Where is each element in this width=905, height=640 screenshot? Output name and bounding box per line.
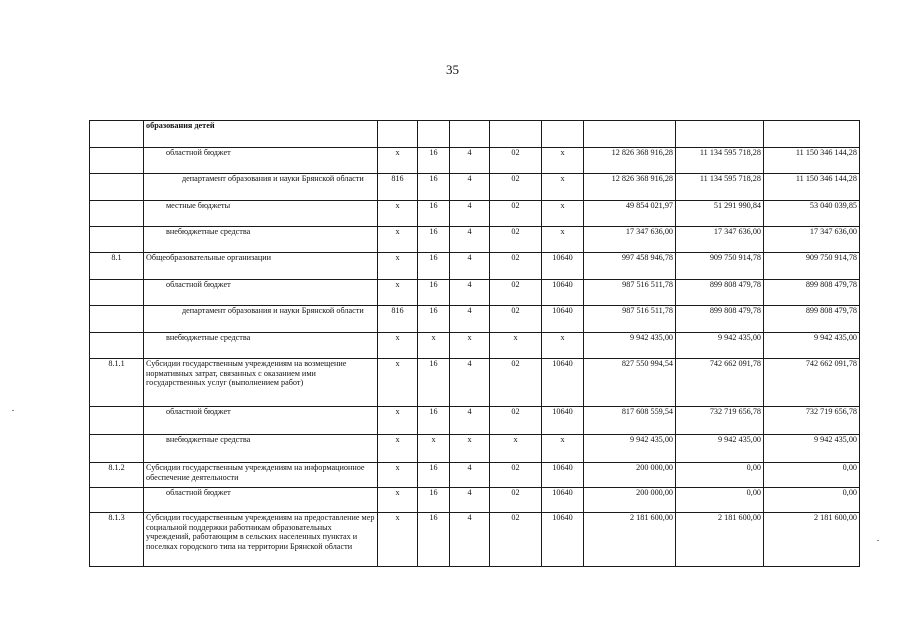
amount-year-3: 732 719 656,78: [764, 407, 860, 435]
amount-year-2: 0,00: [676, 463, 764, 488]
amount-year-2: 11 134 595 718,28: [676, 174, 764, 201]
table-row: [90, 121, 860, 148]
code-gr3: 4: [450, 488, 490, 513]
code-gr3: 4: [450, 407, 490, 435]
amount-year-2: 732 719 656,78: [676, 407, 764, 435]
table-row: [90, 201, 860, 227]
row-number: [90, 435, 144, 463]
code-gr4: 02: [490, 227, 542, 253]
code-gr4: 02: [490, 174, 542, 201]
code-gr3: 4: [450, 280, 490, 306]
amount-year-1: 9 942 435,00: [584, 333, 676, 359]
code-gr2: 16: [418, 201, 450, 227]
row-number: [90, 174, 144, 201]
code-gr1: х: [378, 359, 418, 407]
code-gr3: 4: [450, 359, 490, 407]
code-gr2: 16: [418, 359, 450, 407]
code-gr5: 10640: [542, 407, 584, 435]
table-row: [90, 280, 860, 306]
code-gr3: 4: [450, 463, 490, 488]
code-gr3: х: [450, 333, 490, 359]
code-gr2: 16: [418, 174, 450, 201]
code-gr2: 16: [418, 253, 450, 280]
amount-year-3: 9 942 435,00: [764, 435, 860, 463]
code-gr2: 16: [418, 148, 450, 174]
row-description: областной бюджет: [144, 488, 378, 513]
amount-year-2: 17 347 636,00: [676, 227, 764, 253]
amount-year-1: 9 942 435,00: [584, 435, 676, 463]
code-gr1: [378, 121, 418, 148]
code-gr5: х: [542, 227, 584, 253]
table-row: [90, 513, 860, 567]
row-description: Субсидии государственным учреждениям на информационное обеспечение деятельности: [144, 463, 378, 488]
code-gr4: 02: [490, 201, 542, 227]
code-gr5: 10640: [542, 463, 584, 488]
amount-year-3: 9 942 435,00: [764, 333, 860, 359]
code-gr4: 02: [490, 253, 542, 280]
code-gr1: 816: [378, 174, 418, 201]
budget-table: [89, 120, 860, 567]
code-gr5: 10640: [542, 280, 584, 306]
row-description: образования детей: [144, 121, 378, 148]
amount-year-3: 11 150 346 144,28: [764, 148, 860, 174]
amount-year-3: 11 150 346 144,28: [764, 174, 860, 201]
amount-year-3: [764, 121, 860, 148]
code-gr4: 02: [490, 359, 542, 407]
code-gr5: 10640: [542, 359, 584, 407]
code-gr5: 10640: [542, 253, 584, 280]
amount-year-2: 909 750 914,78: [676, 253, 764, 280]
code-gr1: 816: [378, 306, 418, 333]
amount-year-2: 899 808 479,78: [676, 306, 764, 333]
table-row: [90, 148, 860, 174]
row-number: [90, 407, 144, 435]
code-gr5: х: [542, 435, 584, 463]
row-description: местные бюджеты: [144, 201, 378, 227]
table-row: [90, 359, 860, 407]
code-gr3: 4: [450, 227, 490, 253]
amount-year-1: 2 181 600,00: [584, 513, 676, 567]
code-gr4: х: [490, 333, 542, 359]
code-gr1: х: [378, 201, 418, 227]
row-description: внебюджетные средства: [144, 435, 378, 463]
amount-year-1: 827 550 994,54: [584, 359, 676, 407]
code-gr4: [490, 121, 542, 148]
amount-year-2: 899 808 479,78: [676, 280, 764, 306]
code-gr1: х: [378, 488, 418, 513]
code-gr4: 02: [490, 488, 542, 513]
code-gr2: х: [418, 435, 450, 463]
amount-year-3: 17 347 636,00: [764, 227, 860, 253]
row-number: [90, 306, 144, 333]
code-gr5: х: [542, 333, 584, 359]
table-row: [90, 306, 860, 333]
amount-year-1: 987 516 511,78: [584, 306, 676, 333]
amount-year-2: 11 134 595 718,28: [676, 148, 764, 174]
amount-year-2: 9 942 435,00: [676, 435, 764, 463]
code-gr5: [542, 121, 584, 148]
row-number: [90, 333, 144, 359]
row-description: внебюджетные средства: [144, 227, 378, 253]
amount-year-3: 2 181 600,00: [764, 513, 860, 567]
code-gr4: 02: [490, 463, 542, 488]
code-gr1: х: [378, 333, 418, 359]
amount-year-2: 0,00: [676, 488, 764, 513]
code-gr1: х: [378, 463, 418, 488]
amount-year-3: 742 662 091,78: [764, 359, 860, 407]
row-description: областной бюджет: [144, 407, 378, 435]
row-description: департамент образования и науки Брянской области: [144, 174, 378, 201]
code-gr1: х: [378, 148, 418, 174]
code-gr1: х: [378, 227, 418, 253]
row-number: 8.1: [90, 253, 144, 280]
code-gr4: 02: [490, 513, 542, 567]
scan-speck: [877, 540, 879, 541]
code-gr3: 4: [450, 253, 490, 280]
code-gr3: 4: [450, 148, 490, 174]
table-row: [90, 435, 860, 463]
code-gr4: 02: [490, 148, 542, 174]
code-gr2: х: [418, 333, 450, 359]
code-gr2: 16: [418, 227, 450, 253]
code-gr3: 4: [450, 201, 490, 227]
code-gr2: 16: [418, 280, 450, 306]
amount-year-3: 909 750 914,78: [764, 253, 860, 280]
amount-year-2: 2 181 600,00: [676, 513, 764, 567]
code-gr2: 16: [418, 306, 450, 333]
row-description: Общеобразовательные организации: [144, 253, 378, 280]
row-number: [90, 488, 144, 513]
row-number: [90, 148, 144, 174]
table-row: [90, 333, 860, 359]
amount-year-1: 17 347 636,00: [584, 227, 676, 253]
row-number: 8.1.3: [90, 513, 144, 567]
amount-year-3: 899 808 479,78: [764, 280, 860, 306]
row-description: Субсидии государственным учреждениям на предоставление мер социальной поддержки работникам образовательных учреждений, работающим в сельских населенных пунктах и поселках городского типа на территории Брянской области: [144, 513, 378, 567]
code-gr5: 10640: [542, 488, 584, 513]
amount-year-3: 0,00: [764, 463, 860, 488]
code-gr2: 16: [418, 463, 450, 488]
code-gr3: [450, 121, 490, 148]
code-gr1: х: [378, 513, 418, 567]
code-gr4: 02: [490, 280, 542, 306]
table-row: [90, 488, 860, 513]
code-gr4: х: [490, 435, 542, 463]
code-gr5: 10640: [542, 306, 584, 333]
table-row: [90, 174, 860, 201]
row-description: Субсидии государственным учреждениям на возмещение нормативных затрат, связанных с оказанием ими государственных услуг (выполнением работ): [144, 359, 378, 407]
amount-year-1: [584, 121, 676, 148]
amount-year-2: [676, 121, 764, 148]
row-number: 8.1.1: [90, 359, 144, 407]
table-row: [90, 227, 860, 253]
row-number: 8.1.2: [90, 463, 144, 488]
amount-year-1: 12 826 368 916,28: [584, 148, 676, 174]
code-gr2: 16: [418, 488, 450, 513]
code-gr2: [418, 121, 450, 148]
row-description: внебюджетные средства: [144, 333, 378, 359]
amount-year-2: 742 662 091,78: [676, 359, 764, 407]
code-gr3: 4: [450, 513, 490, 567]
code-gr5: х: [542, 201, 584, 227]
code-gr3: 4: [450, 306, 490, 333]
amount-year-3: 899 808 479,78: [764, 306, 860, 333]
row-number: [90, 201, 144, 227]
row-description: департамент образования и науки Брянской области: [144, 306, 378, 333]
row-description: областной бюджет: [144, 280, 378, 306]
amount-year-1: 200 000,00: [584, 488, 676, 513]
code-gr1: х: [378, 435, 418, 463]
amount-year-2: 51 291 990,84: [676, 201, 764, 227]
amount-year-3: 53 040 039,85: [764, 201, 860, 227]
code-gr3: 4: [450, 174, 490, 201]
code-gr2: 16: [418, 407, 450, 435]
code-gr1: х: [378, 407, 418, 435]
amount-year-3: 0,00: [764, 488, 860, 513]
code-gr4: 02: [490, 407, 542, 435]
code-gr3: х: [450, 435, 490, 463]
amount-year-1: 12 826 368 916,28: [584, 174, 676, 201]
code-gr4: 02: [490, 306, 542, 333]
amount-year-1: 817 608 559,54: [584, 407, 676, 435]
code-gr1: х: [378, 253, 418, 280]
table-row: [90, 253, 860, 280]
table-row: [90, 463, 860, 488]
row-number: [90, 227, 144, 253]
amount-year-1: 997 458 946,78: [584, 253, 676, 280]
amount-year-2: 9 942 435,00: [676, 333, 764, 359]
row-number: [90, 121, 144, 148]
code-gr1: х: [378, 280, 418, 306]
amount-year-1: 987 516 511,78: [584, 280, 676, 306]
table-row: [90, 407, 860, 435]
scan-speck: [12, 410, 14, 411]
code-gr2: 16: [418, 513, 450, 567]
amount-year-1: 49 854 021,97: [584, 201, 676, 227]
row-number: [90, 280, 144, 306]
code-gr5: 10640: [542, 513, 584, 567]
row-description: областной бюджет: [144, 148, 378, 174]
code-gr5: х: [542, 174, 584, 201]
code-gr5: х: [542, 148, 584, 174]
page-number: 35: [446, 62, 459, 77]
amount-year-1: 200 000,00: [584, 463, 676, 488]
